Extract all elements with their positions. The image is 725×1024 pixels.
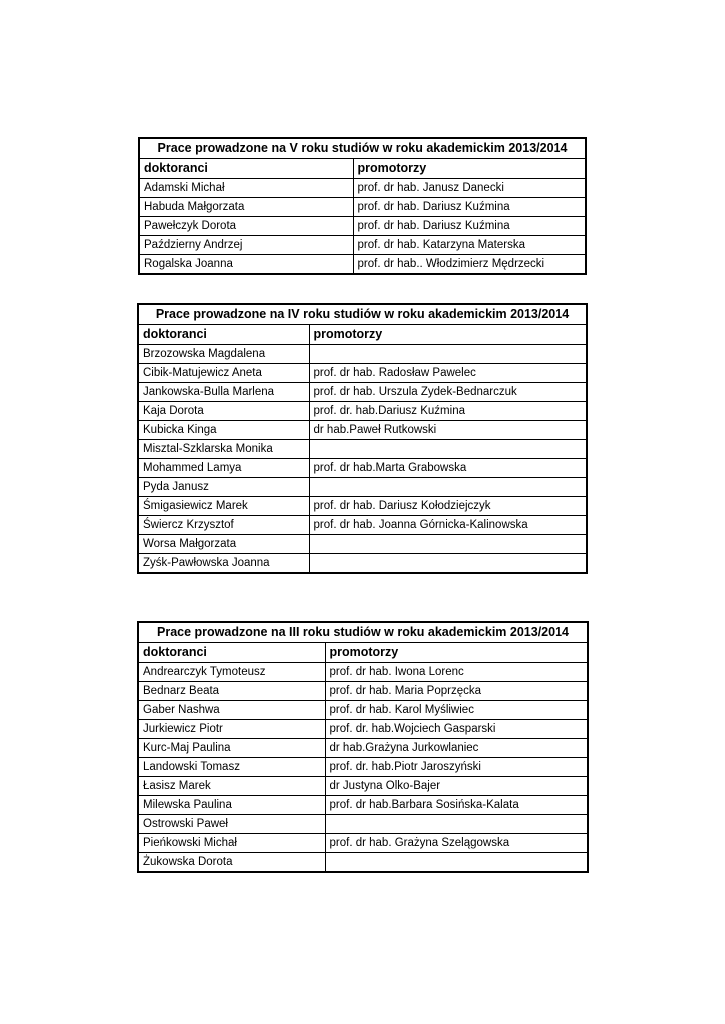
table-row bbox=[139, 255, 586, 275]
table-year-iii bbox=[137, 621, 589, 873]
doktorant-cell: Łasisz Marek bbox=[138, 777, 325, 796]
doktorant-cell: Habuda Małgorzata bbox=[139, 198, 353, 217]
table-row bbox=[138, 383, 587, 402]
table-year-iv bbox=[137, 303, 588, 574]
doktorant-cell: Worsa Małgorzata bbox=[138, 535, 309, 554]
table-row bbox=[138, 720, 588, 739]
doktorant-cell: Pyda Janusz bbox=[138, 478, 309, 497]
doktorant-cell: Rogalska Joanna bbox=[139, 255, 353, 275]
promotor-cell: dr hab.Grażyna Jurkowlaniec bbox=[325, 739, 588, 758]
table-row bbox=[138, 421, 587, 440]
table-row bbox=[138, 682, 588, 701]
table-row bbox=[138, 777, 588, 796]
doktorant-cell: Bednarz Beata bbox=[138, 682, 325, 701]
doktorant-cell: Andrearczyk Tymoteusz bbox=[138, 663, 325, 682]
table-row bbox=[139, 217, 586, 236]
promotor-cell: prof. dr hab.. Włodzimierz Mędrzecki bbox=[353, 255, 586, 275]
doktorant-cell: Pieńkowski Michał bbox=[138, 834, 325, 853]
table-row bbox=[138, 758, 588, 777]
table-row bbox=[138, 345, 587, 364]
doktorant-cell: Mohammed Lamya bbox=[138, 459, 309, 478]
table-row bbox=[138, 796, 588, 815]
doktorant-cell: Żukowska Dorota bbox=[138, 853, 325, 873]
doktorant-cell: Ostrowski Paweł bbox=[138, 815, 325, 834]
promotor-cell: prof. dr hab. Janusz Danecki bbox=[353, 179, 586, 198]
table-row bbox=[138, 739, 588, 758]
promotor-cell: dr Justyna Olko-Bajer bbox=[325, 777, 588, 796]
table-row bbox=[139, 179, 586, 198]
table-year-v bbox=[138, 137, 587, 275]
doktorant-cell: Milewska Paulina bbox=[138, 796, 325, 815]
table-row bbox=[138, 554, 587, 574]
promotor-cell: prof. dr hab.Marta Grabowska bbox=[309, 459, 587, 478]
table-row bbox=[139, 236, 586, 255]
promotor-cell: prof. dr. hab.Dariusz Kuźmina bbox=[309, 402, 587, 421]
doktorant-cell: Misztal-Szklarska Monika bbox=[138, 440, 309, 459]
doktorant-cell: Świercz Krzysztof bbox=[138, 516, 309, 535]
table-row bbox=[138, 815, 588, 834]
promotor-cell bbox=[325, 815, 588, 834]
doktorant-cell: Kaja Dorota bbox=[138, 402, 309, 421]
promotor-cell: prof. dr hab. Maria Poprzęcka bbox=[325, 682, 588, 701]
column-header-promotorzy: promotorzy bbox=[325, 643, 588, 663]
promotor-cell bbox=[309, 554, 587, 574]
doktorant-cell: Pawełczyk Dorota bbox=[139, 217, 353, 236]
column-header-promotorzy: promotorzy bbox=[309, 325, 587, 345]
doktorant-cell: Landowski Tomasz bbox=[138, 758, 325, 777]
promotor-cell: prof. dr. hab.Wojciech Gasparski bbox=[325, 720, 588, 739]
promotor-cell: prof. dr hab. Joanna Górnicka-Kalinowska bbox=[309, 516, 587, 535]
table-row bbox=[138, 440, 587, 459]
promotor-cell bbox=[325, 853, 588, 873]
doktorant-cell: Zyśk-Pawłowska Joanna bbox=[138, 554, 309, 574]
doktorant-cell: Jankowska-Bulla Marlena bbox=[138, 383, 309, 402]
promotor-cell bbox=[309, 535, 587, 554]
table-row bbox=[138, 853, 588, 873]
promotor-cell: prof. dr hab. Radosław Pawelec bbox=[309, 364, 587, 383]
promotor-cell: prof. dr hab. Grażyna Szelągowska bbox=[325, 834, 588, 853]
promotor-cell: prof. dr hab. Dariusz Kuźmina bbox=[353, 217, 586, 236]
promotor-cell: prof. dr hab.Barbara Sosińska-Kalata bbox=[325, 796, 588, 815]
table-row bbox=[138, 535, 587, 554]
promotor-cell: prof. dr hab. Katarzyna Materska bbox=[353, 236, 586, 255]
table-title: Prace prowadzone na III roku studiów w roku akademickim 2013/2014 bbox=[138, 622, 588, 643]
promotor-cell: prof. dr hab. Urszula Zydek-Bednarczuk bbox=[309, 383, 587, 402]
table-row bbox=[138, 834, 588, 853]
doktorant-cell: Kurc-Maj Paulina bbox=[138, 739, 325, 758]
table-row bbox=[138, 402, 587, 421]
promotor-cell bbox=[309, 345, 587, 364]
doktorant-cell: Adamski Michał bbox=[139, 179, 353, 198]
doktorant-cell: Kubicka Kinga bbox=[138, 421, 309, 440]
doktorant-cell: Brzozowska Magdalena bbox=[138, 345, 309, 364]
promotor-cell: prof. dr hab. Dariusz Kołodziejczyk bbox=[309, 497, 587, 516]
table-row bbox=[139, 198, 586, 217]
doktorant-cell: Jurkiewicz Piotr bbox=[138, 720, 325, 739]
doktorant-cell: Październy Andrzej bbox=[139, 236, 353, 255]
column-header-promotorzy: promotorzy bbox=[353, 159, 586, 179]
promotor-cell: dr hab.Paweł Rutkowski bbox=[309, 421, 587, 440]
table-title: Prace prowadzone na V roku studiów w roku akademickim 2013/2014 bbox=[139, 138, 586, 159]
column-header-doktoranci: doktoranci bbox=[138, 325, 309, 345]
table-row bbox=[138, 516, 587, 535]
promotor-cell bbox=[309, 478, 587, 497]
promotor-cell: prof. dr hab. Dariusz Kuźmina bbox=[353, 198, 586, 217]
promotor-cell: prof. dr. hab.Piotr Jaroszyński bbox=[325, 758, 588, 777]
column-header-doktoranci: doktoranci bbox=[138, 643, 325, 663]
promotor-cell: prof. dr hab. Iwona Lorenc bbox=[325, 663, 588, 682]
table-row bbox=[138, 663, 588, 682]
column-header-doktoranci: doktoranci bbox=[139, 159, 353, 179]
doktorant-cell: Śmigasiewicz Marek bbox=[138, 497, 309, 516]
promotor-cell bbox=[309, 440, 587, 459]
table-row bbox=[138, 701, 588, 720]
table-row bbox=[138, 364, 587, 383]
table-row bbox=[138, 459, 587, 478]
table-title: Prace prowadzone na IV roku studiów w roku akademickim 2013/2014 bbox=[138, 304, 587, 325]
doktorant-cell: Gaber Nashwa bbox=[138, 701, 325, 720]
doktorant-cell: Cibik-Matujewicz Aneta bbox=[138, 364, 309, 383]
promotor-cell: prof. dr hab. Karol Myśliwiec bbox=[325, 701, 588, 720]
table-row bbox=[138, 478, 587, 497]
table-row bbox=[138, 497, 587, 516]
